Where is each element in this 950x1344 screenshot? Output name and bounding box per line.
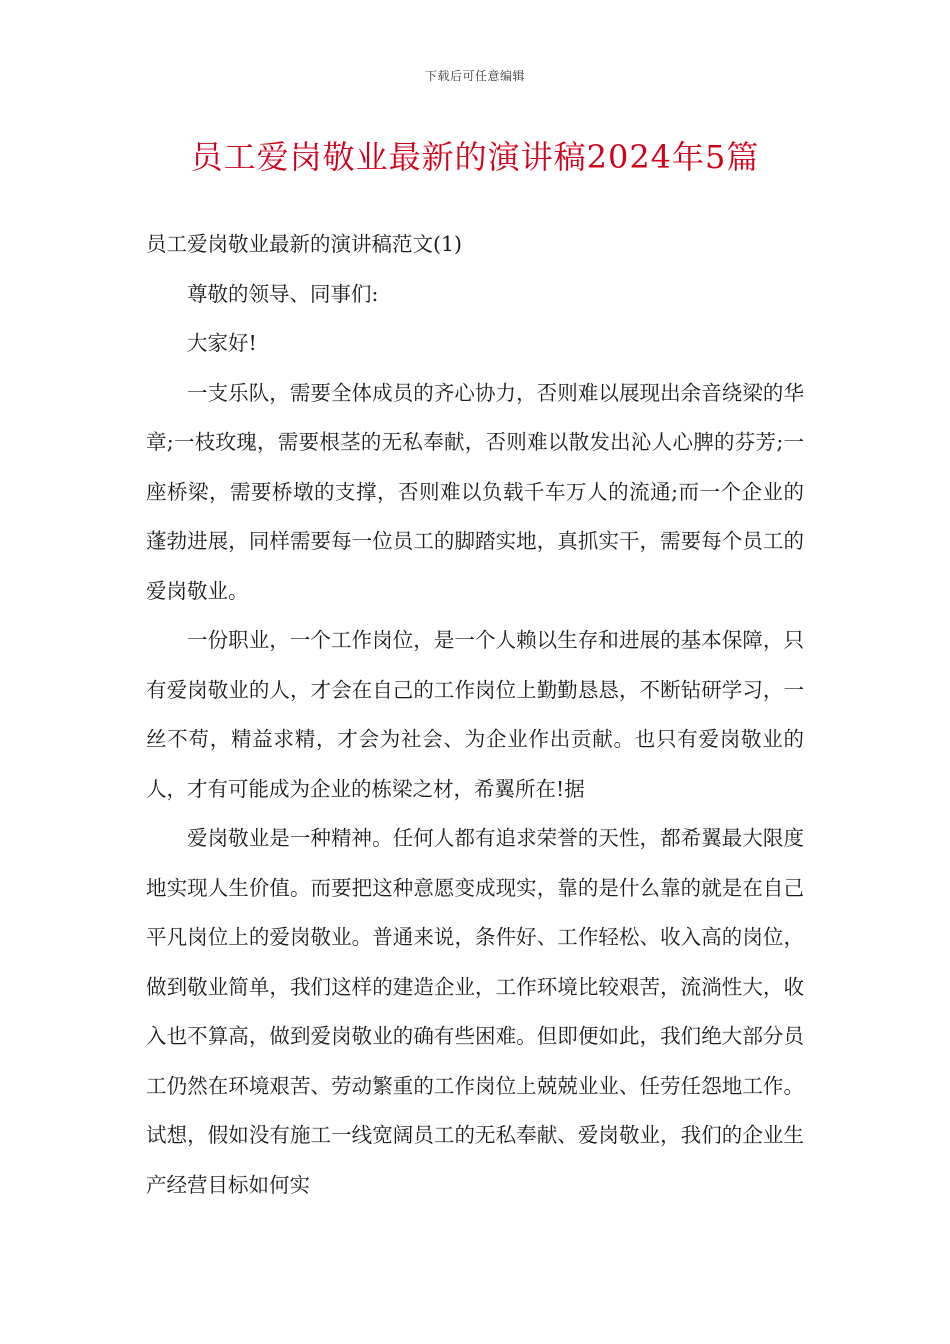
document-title: 员工爱岗敬业最新的演讲稿2024年5篇: [190, 138, 760, 176]
body-paragraph: 一支乐队，需要全体成员的齐心协力，否则难以展现出余音绕梁的华章;一枝玫瑰，需要根茎的无私奉献，否则难以散发出沁人心脾的芬芳;一座桥梁，需要桥墩的支撑，否则难以负载千车万人的流通;而一个企业的蓬勃进展，同样需要每一位员工的脚踏实地，真抓实干，需要每个员工的爱岗敬业。: [146, 380, 804, 603]
body-paragraph: 爱岗敬业是一种精神。任何人都有追求荣誉的天性，都希翼最大限度地实现人生价值。而要把这种意愿变成现实，靠的是什么靠的就是在自己平凡岗位上的爱岗敬业。普通来说，条件好、工作轻松、收入高的岗位，做到敬业简单，我们这样的建造企业，工作环境比较艰苦，流淌性大，收入也不算高，做到爱岗敬业的确有些困难。但即便如此，我们绝大部分员工仍然在环境艰苦、劳动繁重的工作岗位上兢兢业业、任劳任怨地工作。试想，假如没有施工一线宽阔员工的无私奉献、爱岗敬业，我们的企业生产经营目标如何实: [146, 826, 804, 1197]
header-note: 下载后可任意编辑: [424, 69, 525, 83]
greeting-paragraph: 大家好!: [187, 331, 257, 355]
document-body: [146, 220, 804, 1210]
section-heading: 员工爱岗敬业最新的演讲稿范文(1): [146, 232, 463, 256]
salutation-paragraph: 尊敬的领导、同事们:: [187, 281, 379, 306]
body-paragraph: 一份职业，一个工作岗位，是一个人赖以生存和进展的基本保障，只有爱岗敬业的人，才会在自己的工作岗位上勤勤恳恳，不断钻研学习，一丝不苟，精益求精，才会为社会、为企业作出贡献。也只有爱岗敬业的人，才有可能成为企业的栋梁之材，希翼所在!据: [146, 628, 804, 801]
